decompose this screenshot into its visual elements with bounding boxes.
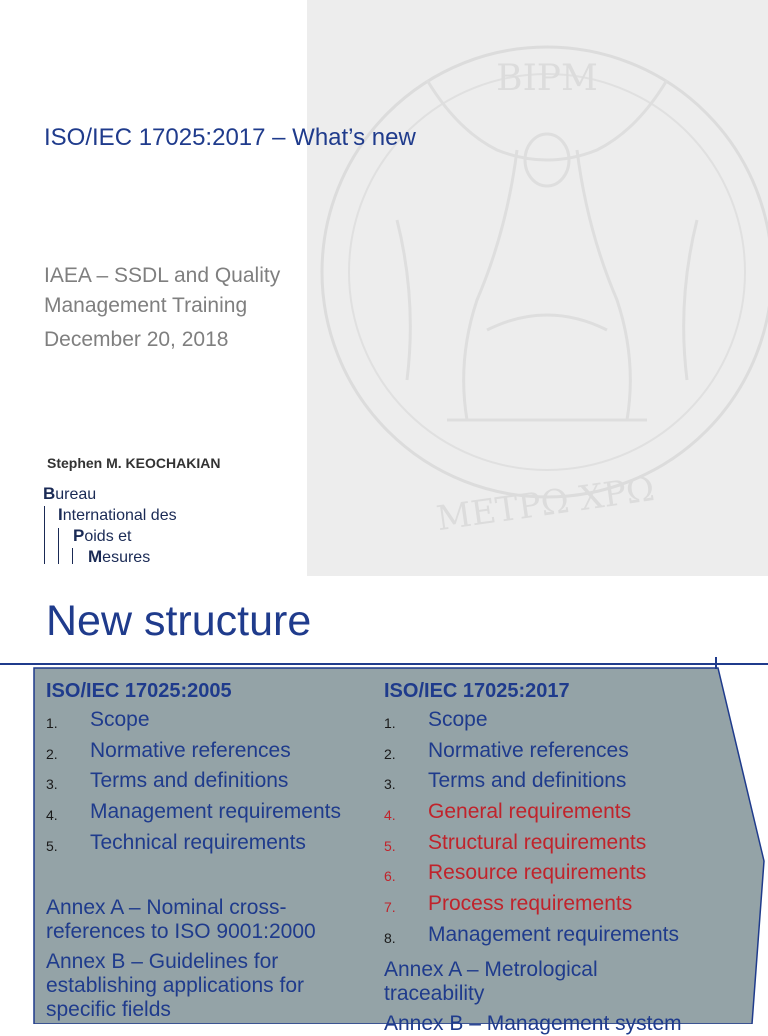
event-subtitle-line1: IAEA – SSDL and Quality [44,264,281,287]
logo-bar-2 [58,528,59,564]
logo-bar-1 [44,506,45,564]
event-subtitle-line2: Management Training [44,294,248,317]
presentation-title: ISO/IEC 17025:2017 – What’s new [44,124,416,151]
bipm-seal-image [307,0,768,576]
bipm-seal-panel [307,0,768,576]
old-standard-heading: ISO/IEC 17025:2005 [46,680,232,702]
event-date: December 20, 2018 [44,328,229,351]
new-structure-slide: New structure ISO/IEC 17025:2005 1. Scope 2. Normative references 3. Terms and definitions 4. Management requirements 5. Technical requirements Annex A – Nominal cross- references to ISO 9001:2000 Annex B – Guidelines for establishing applications for specific fields ISO/IEC 17025:2017 1. Scope 2. Normative references 3. Terms and definitions 4. General requirements 5. Structural requirements 6. Resource requirements 7. Process requirements 8. Management requirements Annex A – Metrological traceability Annex B – Management system [0,577,768,1024]
slide-title: New structure [46,597,312,645]
logo-line-mesures: Mesures [88,547,151,566]
seal-bottom-text: ΜΕΤΡΩ ΧΡΩ [434,469,657,540]
logo-bar-3 [72,548,73,564]
event-subtitle [44,261,344,321]
logo-line-international: International des [58,505,177,524]
author-name: Stephen M. KEOCHAKIAN [47,455,221,471]
old-annex-b: Annex B – Guidelines for establishing applications for specific fields [46,950,304,1021]
logo-line-bureau: Bureau [43,484,97,503]
title-underline [0,663,768,665]
old-annex-a: Annex A – Nominal cross- references to ISO 9001:2000 [46,896,316,943]
seal-top-text: BIPM [496,58,598,99]
new-standard-heading: ISO/IEC 17025:2017 [384,680,570,702]
logo-line-poids: Poids et [73,526,132,545]
new-annex-a: Annex A – Metrological traceability [384,958,598,1005]
new-annex-b: Annex B – Management system [384,1012,682,1035]
bipm-logo [40,484,240,568]
